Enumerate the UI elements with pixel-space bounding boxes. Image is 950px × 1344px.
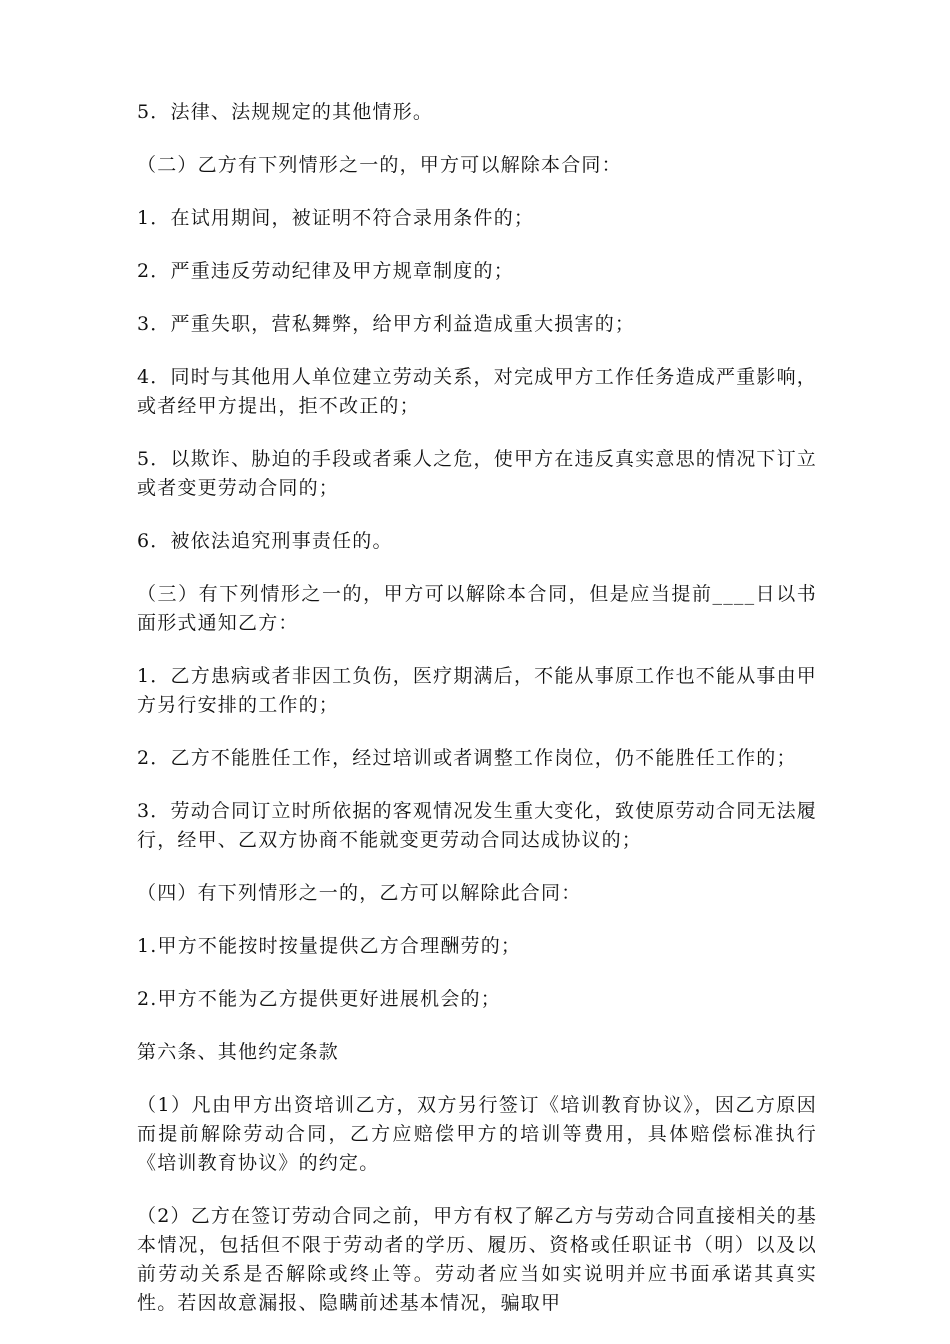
section-heading-2: （二）乙方有下列情形之一的，甲方可以解除本合同： bbox=[137, 154, 622, 176]
list-item: 4．同时与其他用人单位建立劳动关系，对完成甲方工作任务造成严重影响，或者经甲方提出，拒不改正的； bbox=[137, 366, 817, 417]
list-item: 1．在试用期间，被证明不符合录用条件的； bbox=[137, 207, 535, 229]
list-item: 1．乙方患病或者非因工负伤，医疗期满后，不能从事原工作也不能从事由甲方另行安排的工作的； bbox=[137, 665, 817, 716]
list-item: 1.甲方不能按时按量提供乙方合理酬劳的； bbox=[137, 935, 522, 957]
paragraph-other-circumstances: 5．法律、法规规定的其他情形。 bbox=[137, 101, 434, 123]
list-item: 6．被依法追究刑事责任的。 bbox=[137, 530, 393, 552]
list-item: 2．乙方不能胜任工作，经过培训或者调整工作岗位，仍不能胜任工作的； bbox=[137, 747, 797, 769]
document-body bbox=[137, 98, 817, 1342]
section-heading-3: （三）有下列情形之一的，甲方可以解除本合同，但是应当提前____日以书面形式通知乙方： bbox=[137, 583, 817, 634]
clause-paragraph: （1）凡由甲方出资培训乙方，双方另行签订《培训教育协议》，因乙方原因而提前解除劳动合同，乙方应赔偿甲方的培训等费用，具体赔偿标准执行《培训教育协议》的约定。 bbox=[137, 1094, 817, 1174]
list-item: 3．严重失职，营私舞弊，给甲方利益造成重大损害的； bbox=[137, 313, 636, 335]
list-item: 5．以欺诈、胁迫的手段或者乘人之危，使甲方在违反真实意思的情况下订立或者变更劳动合同的； bbox=[137, 448, 817, 499]
list-item: 3．劳动合同订立时所依据的客观情况发生重大变化，致使原劳动合同无法履行，经甲、乙双方协商不能就变更劳动合同达成协议的； bbox=[137, 800, 817, 851]
list-item: 2.甲方不能为乙方提供更好进展机会的； bbox=[137, 988, 501, 1010]
section-heading-4: （四）有下列情形之一的，乙方可以解除此合同： bbox=[137, 882, 582, 904]
clause-paragraph: （2）乙方在签订劳动合同之前，甲方有权了解乙方与劳动合同直接相关的基本情况，包括但不限于劳动者的学历、履历、资格或任职证书（明）以及以前劳动关系是否解除或终止等。劳动者应当如实说明并应书面承诺其真实性。若因故意漏报、隐瞒前述基本情况，骗取甲 bbox=[137, 1205, 817, 1314]
list-item: 2．严重违反劳动纪律及甲方规章制度的； bbox=[137, 260, 514, 282]
article-heading: 第六条、其他约定条款 bbox=[137, 1041, 340, 1063]
